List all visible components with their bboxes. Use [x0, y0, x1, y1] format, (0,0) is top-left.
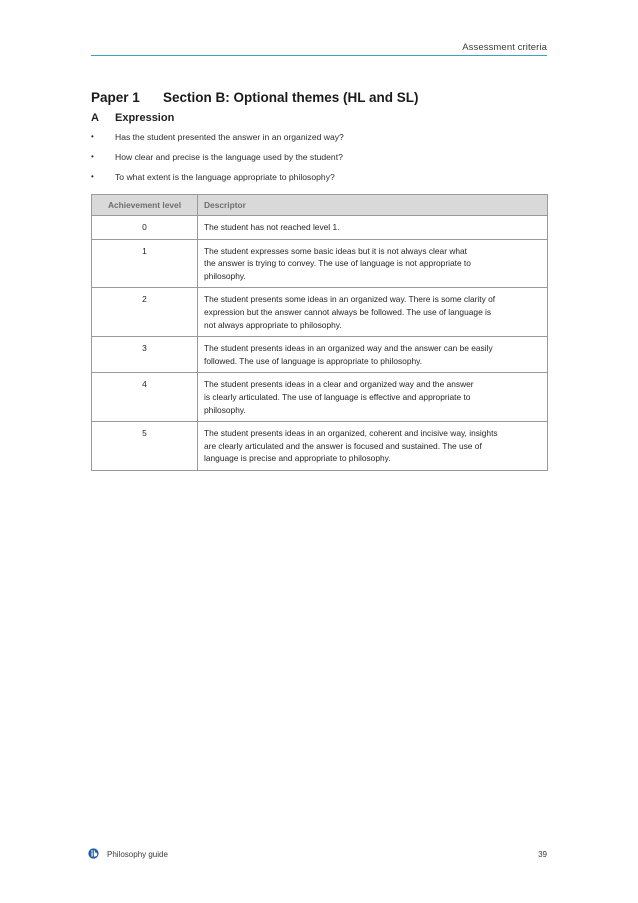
table-row	[92, 216, 548, 240]
level-cell: 5	[92, 422, 198, 471]
level-cell: 3	[92, 337, 198, 373]
descriptor-line: expression but the answer cannot always be followed. The use of language is	[204, 306, 492, 317]
level-cell: 2	[92, 288, 198, 337]
header-rule	[91, 55, 547, 56]
bullet-icon: •	[91, 132, 94, 141]
running-head: Assessment criteria	[462, 42, 547, 53]
descriptor-line: is clearly articulated. The use of language is effective and appropriate to	[204, 391, 471, 402]
descriptor-cell	[198, 288, 548, 337]
bullet-icon: •	[91, 172, 94, 181]
descriptor-line: The student presents ideas in an organized way and the answer can be easily	[204, 343, 493, 354]
header-achievement-level: Achievement level	[92, 195, 198, 216]
page-number: 39	[538, 850, 547, 859]
table-row	[92, 239, 548, 288]
bullet-icon: •	[91, 152, 94, 161]
question-text: To what extent is the language appropriate to philosophy?	[115, 172, 335, 182]
header-descriptor: Descriptor	[198, 195, 548, 216]
descriptor-cell	[198, 422, 548, 471]
criterion-heading	[91, 112, 174, 124]
paper-label: Paper 1	[91, 90, 140, 105]
criterion-letter: A	[91, 112, 99, 124]
table-row	[92, 337, 548, 373]
criterion-title: Expression	[115, 112, 175, 124]
table-header-row	[92, 195, 548, 216]
descriptor-line: The student presents ideas in a clear and organized way and the answer	[204, 379, 474, 390]
descriptor-cell	[198, 373, 548, 422]
achievement-table	[91, 194, 548, 471]
descriptor-line: not always appropriate to philosophy.	[204, 319, 342, 330]
descriptor-line: philosophy.	[204, 404, 246, 415]
level-cell: 4	[92, 373, 198, 422]
descriptor-cell	[198, 337, 548, 373]
descriptor-line: The student has not reached level 1.	[204, 222, 340, 232]
descriptor-line: followed. The use of language is appropriate to philosophy.	[204, 355, 423, 366]
descriptor-line: The student presents ideas in an organized, coherent and incisive way, insights	[204, 428, 498, 439]
table-row	[92, 288, 548, 337]
footer-guide-title: Philosophy guide	[107, 850, 168, 859]
descriptor-line: The student expresses some basic ideas but it is not always clear what	[204, 245, 468, 256]
level-cell: 0	[92, 216, 198, 240]
descriptor-line: are clearly articulated and the answer is focused and sustained. The use of	[204, 440, 482, 451]
descriptor-line: language is precise and appropriate to philosophy.	[204, 453, 391, 464]
descriptor-cell	[198, 216, 548, 240]
descriptor-cell	[198, 239, 548, 288]
table-row	[92, 373, 548, 422]
level-cell: 1	[92, 239, 198, 288]
page-heading	[91, 90, 551, 105]
ib-logo-icon	[88, 848, 99, 859]
question-text: Has the student presented the answer in an organized way?	[115, 132, 344, 142]
descriptor-line: The student presents some ideas in an organized way. There is some clarity of	[204, 294, 496, 305]
descriptor-line: philosophy.	[204, 270, 246, 281]
question-text: How clear and precise is the language used by the student?	[115, 152, 343, 162]
table-row	[92, 422, 548, 471]
descriptor-line: the answer is trying to convey. The use of language is not appropriate to	[204, 258, 471, 269]
section-title: Section B: Optional themes (HL and SL)	[163, 90, 419, 105]
